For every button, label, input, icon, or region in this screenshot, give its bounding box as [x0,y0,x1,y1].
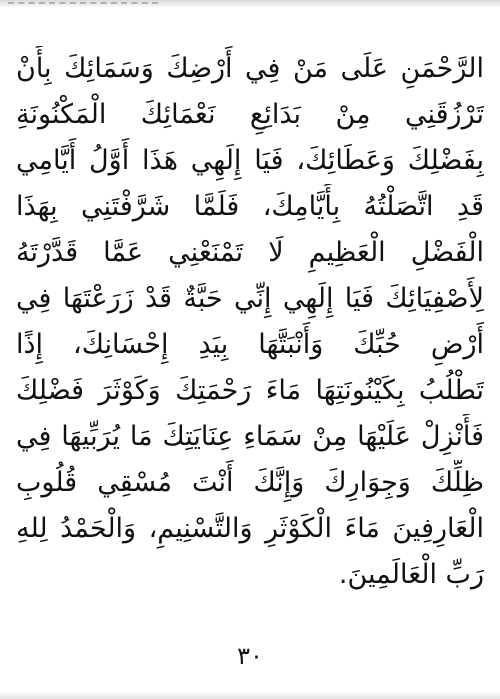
text-line: تَطْلُبُ بِكَيْنُونَتِهَا مَاءَ رَحْمَتِكَ وَكَوْثَرَ فَضْلِكَ [16,375,484,406]
text-line: الْعَارِفِينَ مَاءَ الْكَوْثَرِ وَالتَّسْنِيمِ، وَالْحَمْدُ لِلهِ [16,513,484,544]
arabic-text-block [16,36,484,626]
text-line: ظِلِّكَ وَجِوَارِكَ وَإِنَّكَ أَنْتَ مُسْقِي قُلُوبِ [16,467,484,498]
text-line-last: رَبِّ الْعَالَمِينَ. [338,559,484,590]
scan-artifact-marks [8,2,158,10]
page-number: ٣٠ [237,642,263,670]
scan-bottom-edge [0,691,500,699]
text-line: قَدِ اتَّصَلْتُهُ بِأَيَّامِكَ، فَلَمَّا شَرَّفْتَنِي بِهَذَا [16,191,484,222]
text-line: فَأَنْزِلْ عَلَيْهَا مِنْ سَمَاءِ عِنَايَتِكَ مَا يُرَبِّيهَا فِي [16,421,484,452]
text-line: الرَّحْمَنِ عَلَى مَنْ فِي أَرْضِكَ وَسَمَائِكَ بِأَنْ [16,53,484,84]
text-line: أَرْضِ حُبِّكَ وَأَنْبَتَّهَا بِيَدِ إِحْسَانِكَ، إِذًا [16,329,484,360]
text-line: تَرْزُقَنِي مِنْ بَدَائِعِ نَعْمَائِكَ الْمَكْنُونَةِ [16,99,484,130]
text-line: الْفَضْلِ الْعَظِيمِ لَا تَمْنَعْنِي عَمَّا قَدَّرْتَهُ [16,237,484,268]
text-line: بِفَضْلِكَ وَعَطَائِكَ، فَيَا إِلَهِي هَذَا أَوَّلُ أَيَّامِي [16,145,484,176]
text-line: لِأَصْفِيَائِكَ فَيَا إِلَهِي إِنِّي حَبَّةٌ قَدْ زَرَعْتَهَا فِي [16,283,484,314]
